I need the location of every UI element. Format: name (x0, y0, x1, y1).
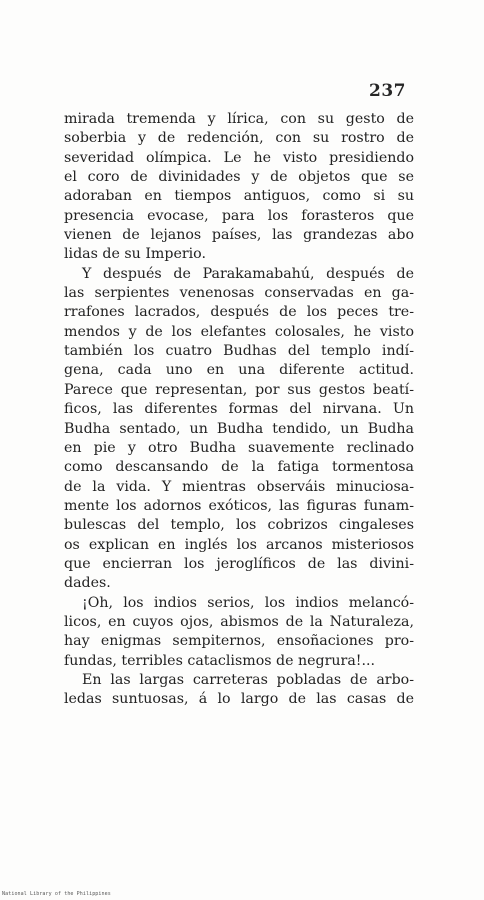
text-line: vienen de lejanos países, las grandezas abo (64, 227, 414, 244)
text-line: adoraban en tiempos antiguos, como si su (64, 188, 414, 205)
text-line: os explican en inglés los arcanos misteriosos (64, 536, 414, 553)
text-line: como descansando de la fatiga tormentosa (64, 459, 414, 476)
page-number: 237 (369, 81, 406, 101)
text-line: el coro de divinidades y de objetos que se (64, 169, 414, 186)
text-line: Y después de Parakamabahú, después de (82, 265, 414, 282)
text-line: soberbia y de redención, con su rostro de (64, 130, 414, 147)
text-line: dades. (64, 575, 111, 592)
text-line: en pie y otro Budha suavemente reclinado (64, 439, 414, 456)
text-line: lidas de su Imperio. (64, 246, 206, 263)
text-line: gena, cada uno en una diferente actitud. (64, 362, 414, 379)
text-line: también los cuatro Budhas del templo indí- (64, 343, 414, 360)
text-line: fundas, terribles cataclismos de negrura!... (64, 652, 376, 669)
text-line: ficos, las diferentes formas del nirvana. Un (64, 401, 414, 418)
text-line: severidad olímpica. Le he visto presidiendo (64, 149, 414, 166)
footer-credit: National Library of the Philippines (2, 891, 111, 897)
paragraph (64, 265, 414, 594)
text-line: las serpientes venenosas conservadas en ga- (64, 285, 414, 302)
text-line: hay enigmas sempiternos, ensoñaciones pro- (64, 633, 414, 650)
text-line: mente los adornos exóticos, las figuras funam- (64, 497, 414, 514)
text-line: mirada tremenda y lírica, con su gesto de (64, 111, 414, 127)
text-line: En las largas carreteras pobladas de arbo- (82, 671, 414, 688)
text-line: Parece que representan, por sus gestos beatí- (64, 381, 414, 398)
paragraph (64, 594, 414, 671)
text-line: ¡Oh, los indios serios, los indios melancó- (82, 594, 414, 611)
text-line: mendos y de los elefantes colosales, he visto (64, 323, 414, 340)
paragraph (64, 110, 414, 265)
text-line: de la vida. Y mientras observáis minuciosa- (64, 478, 414, 495)
text-line: que encierran los jeroglíficos de las divini- (64, 555, 414, 572)
body-text (64, 110, 414, 710)
text-line: Budha sentado, un Budha tendido, un Budha (64, 420, 414, 437)
text-line: presencia evocase, para los forasteros que (64, 207, 414, 224)
text-line: bulescas del templo, los cobrizos cingaleses (64, 517, 414, 534)
text-line: ledas suntuosas, á lo largo de las casas de (64, 691, 414, 708)
text-line: rrafones lacrados, después de los peces tre- (64, 304, 414, 321)
paragraph (64, 671, 414, 710)
text-line: licos, en cuyos ojos, abismos de la Naturaleza, (64, 613, 414, 630)
